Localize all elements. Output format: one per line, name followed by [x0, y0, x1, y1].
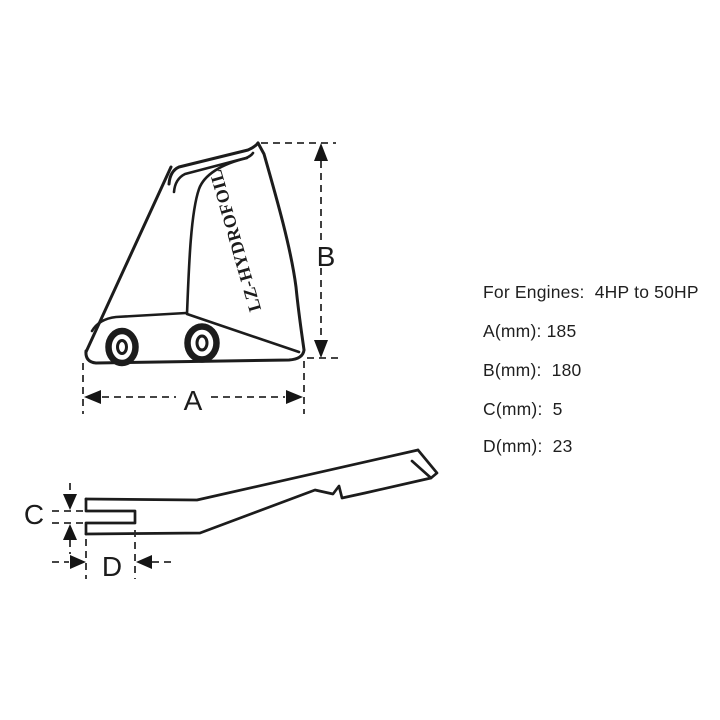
brand-label: LZ-HYDROFOIL — [205, 167, 266, 314]
dim-a-arrow-right-icon — [286, 390, 303, 404]
spec-line-dim-b: B(mm): 180 — [483, 360, 582, 380]
dim-a-arrow-left-icon — [84, 390, 101, 404]
fin-trailing-edge-line — [258, 143, 304, 350]
dim-b-arrow-up-icon — [314, 143, 328, 161]
profile-mounting-slot-outline — [86, 499, 135, 534]
fin-front-view — [86, 143, 304, 363]
dim-d-arrow-left-icon — [136, 555, 152, 569]
fin-base-fold-line — [92, 313, 186, 331]
dim-d-arrow-right-icon — [70, 555, 86, 569]
spec-line-engines: For Engines: 4HP to 50HP — [483, 282, 699, 302]
fin-side-profile-view — [86, 450, 437, 534]
dim-b-arrow-down-icon — [314, 340, 328, 358]
dim-b-label: B — [316, 241, 336, 272]
dim-c-arrow-down-icon — [63, 494, 77, 510]
spec-line-dim-a: A(mm): 185 — [483, 321, 577, 341]
grommet-left — [109, 331, 136, 363]
profile-tip-flap-line — [412, 450, 437, 478]
spec-line-dim-c: C(mm): 5 — [483, 399, 563, 419]
spec-line-dim-d: D(mm): 23 — [483, 436, 573, 456]
dim-a-label: A — [183, 385, 203, 416]
dim-c-arrow-up-icon — [63, 524, 77, 540]
dim-c-label: C — [23, 499, 45, 530]
dimension-c — [52, 483, 83, 554]
grommet-right — [188, 327, 217, 360]
dim-d-label: D — [101, 551, 123, 582]
